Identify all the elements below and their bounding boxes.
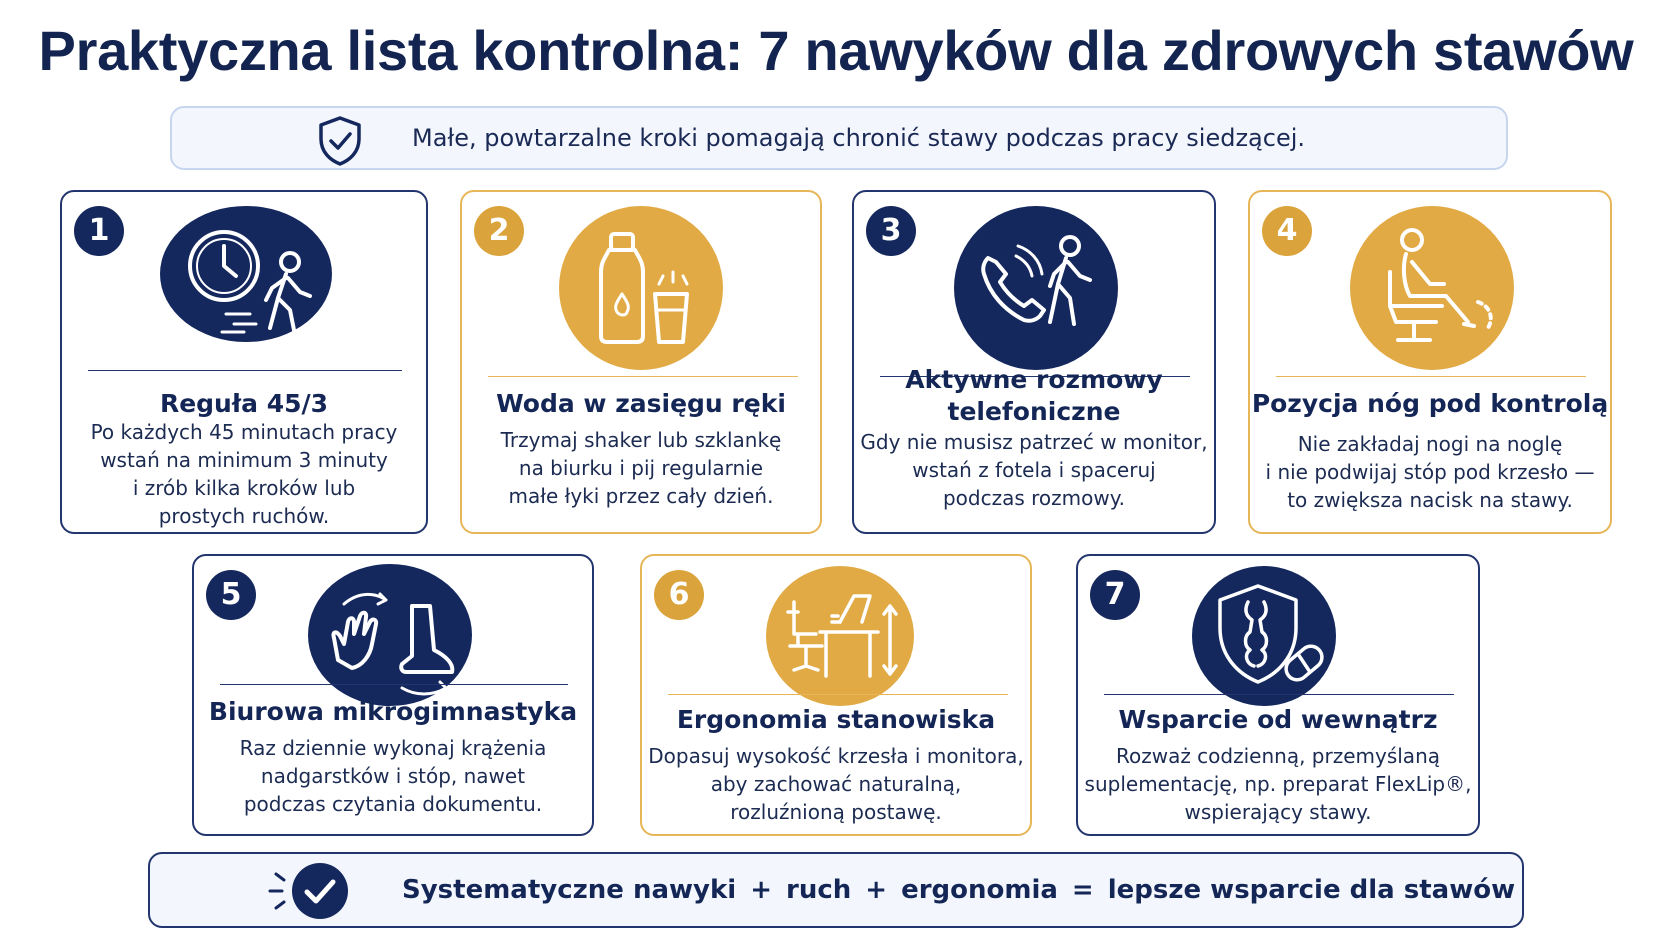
card-title: Ergonomia stanowiska — [676, 705, 996, 734]
habit-card-7 — [1076, 554, 1480, 836]
card-body: Dopasuj wysokość krzesła i monitora, aby zachować naturalną, rozluźnioną postawę. — [648, 744, 1024, 824]
summary-banner — [148, 852, 1524, 928]
card-title: Aktywne rozmowy telefoniczne — [905, 365, 1163, 426]
card-title: Wsparcie od wewnątrz — [1118, 705, 1438, 734]
card-body: Rozważ codzienną, przemyślaną suplementację, np. preparat FlexLip®, wspierający stawy. — [1084, 744, 1472, 824]
card-divider — [220, 684, 568, 685]
card-title: Woda w zasięgu ręki — [496, 389, 786, 418]
card-body: Gdy nie musisz patrzeć w monitor, wstań z fotela i spaceruj podczas rozmowy. — [860, 430, 1208, 510]
card-number: 2 — [474, 206, 524, 256]
card-divider — [1276, 376, 1586, 377]
water-bottle-glass-icon — [559, 206, 723, 370]
habit-card-1 — [60, 190, 428, 534]
card-body: Trzymaj shaker lub szklankę na biurku i pij regularnie małe łyki przez cały dzień. — [500, 428, 782, 508]
clock-walking-icon — [160, 206, 332, 342]
check-circle-icon — [262, 860, 358, 922]
habit-card-2 — [460, 190, 822, 534]
page-title: Praktyczna lista kontrolna: 7 nawyków dla zdrowych stawów — [38, 19, 1634, 82]
card-body: Raz dziennie wykonaj krążenia nadgarstków i stóp, nawet podczas czytania dokumentu. — [239, 736, 547, 816]
card-divider — [668, 694, 1008, 695]
card-divider — [488, 376, 798, 377]
card-divider — [1104, 694, 1454, 695]
subtitle-banner — [170, 106, 1508, 170]
card-title: Reguła 45/3 — [159, 389, 329, 418]
summary-equation: Systematyczne nawyki + ruch + ergonomia = lepsze wsparcie dla stawów — [402, 875, 1516, 905]
shield-joint-pill-icon — [1192, 566, 1336, 706]
card-divider — [88, 370, 402, 371]
card-body: Po każdych 45 minutach pracy wstań na minimum 3 minuty i zrób kilka kroków lub prostych ruchów. — [90, 420, 398, 528]
habit-card-3 — [852, 190, 1216, 534]
card-title: Pozycja nóg pod kontrolą — [1251, 389, 1609, 418]
habit-card-5 — [192, 554, 594, 836]
card-number: 3 — [866, 206, 916, 256]
phone-walking-icon — [954, 206, 1118, 370]
desk-chair-icon — [766, 566, 914, 706]
card-number: 7 — [1090, 570, 1140, 620]
card-title: Biurowa mikrogimnastyka — [208, 697, 578, 726]
card-number: 4 — [1262, 206, 1312, 256]
habit-card-4 — [1248, 190, 1612, 534]
card-number: 6 — [654, 570, 704, 620]
card-body: Nie zakładaj nogi na noglę i nie podwijaj stóp pod krzesło — to zwiększa nacisk na stawy. — [1265, 432, 1595, 512]
card-number: 5 — [206, 570, 256, 620]
shield-check-icon — [316, 115, 364, 167]
card-number: 1 — [74, 206, 124, 256]
subtitle-text: Małe, powtarzalne kroki pomagają chronić stawy podczas pracy siedzącej. — [412, 124, 1306, 152]
seated-person-icon — [1350, 206, 1514, 370]
habit-card-6 — [640, 554, 1032, 836]
